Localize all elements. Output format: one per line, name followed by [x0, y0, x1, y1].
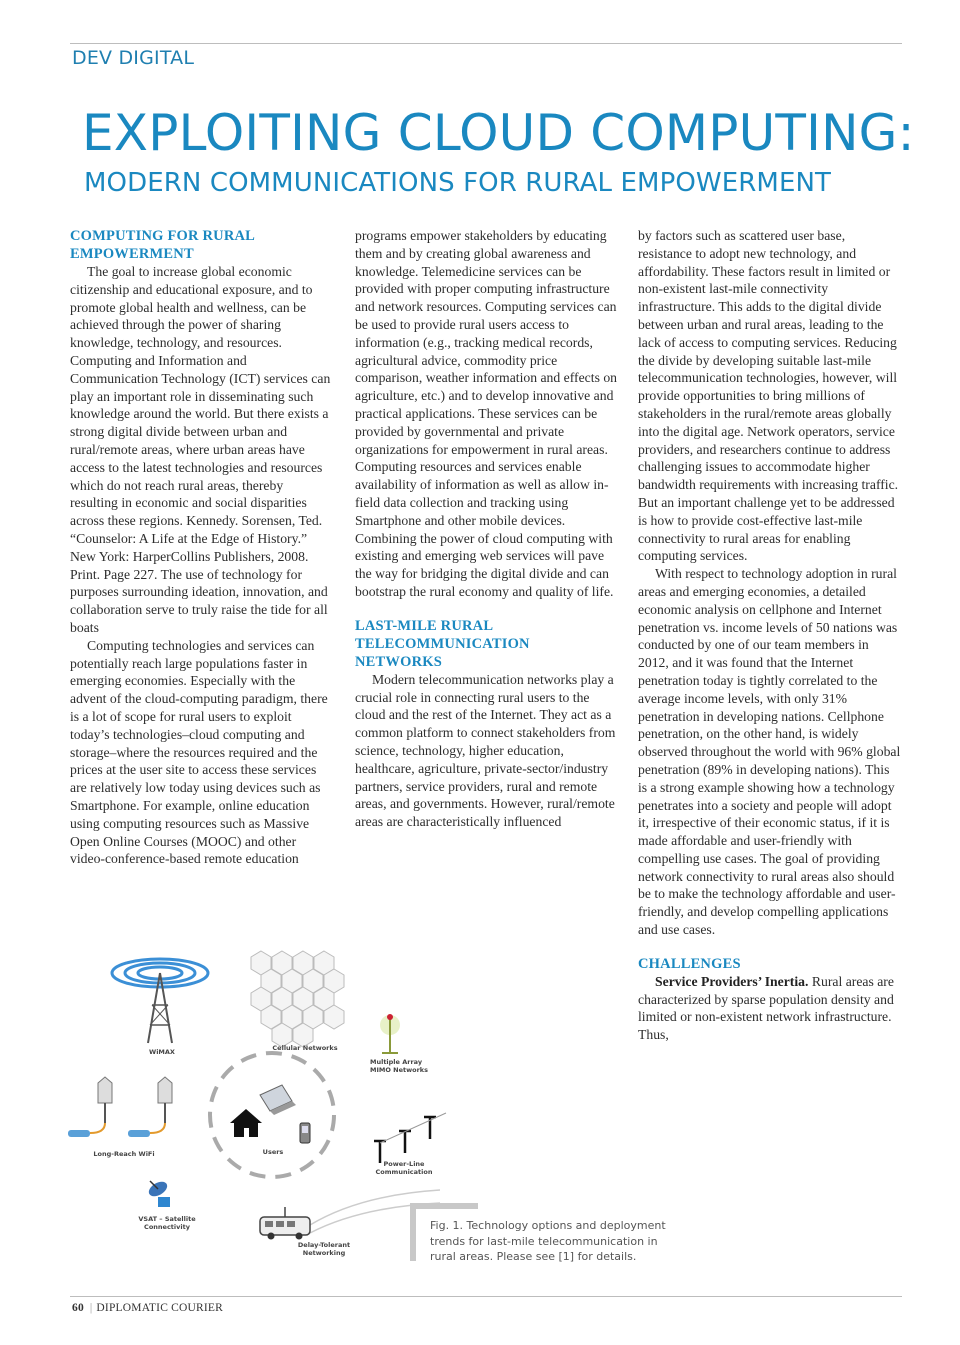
users-circle: [210, 1053, 334, 1177]
label-delay-tolerant: Delay-Tolerant Networking: [297, 1241, 351, 1257]
label-wimax: WiMAX: [149, 1048, 175, 1056]
heading-last-mile: [355, 617, 618, 671]
publication-name: DIPLOMATIC COURIER: [96, 1302, 224, 1314]
heading-computing-rural: [70, 227, 333, 263]
heading-line: TELECOMMUNICATION: [355, 635, 530, 652]
section-tag: DEV DIGITAL: [72, 47, 195, 69]
page-footer: [72, 1302, 223, 1314]
label-line: Multiple Array: [370, 1058, 423, 1066]
laptop-icon: [260, 1085, 296, 1115]
heading-line: EMPOWERMENT: [70, 246, 194, 262]
heading-line: COMPUTING FOR RURAL: [70, 228, 256, 244]
heading-challenges: CHALLENGES: [638, 955, 741, 972]
paragraph: The goal to increase global economic citizenship and educational exposure, and to promote global health and wellness, can be achieved through the power of sharing knowledge, technology, and resources. Computing and Information and Communication Technology (ICT) services can play an important role in disseminating such knowledge around the world. But there exists a strong digital divide between urban and rural/remote areas, where urban areas have access to the latest technologies and resources which do not reach rural areas, thereby resulting in economic and social disparities across these regions. Kennedy. Sorensen, Ted. “Counselor: A Life at the Edge of History.” New York: HarperCollins Publishers, 2008. Print. Page 227. The use of technology for purposes surrounding ideation, innovation, and collaboration serve to truly raise the tide for all boats: [70, 264, 331, 635]
label-vsat: [136, 1216, 198, 1231]
label-users: Users: [262, 1148, 284, 1156]
paragraph: Computing technologies and services can potentially reach large populations faster in emerging economies. Especially with the advent of the cloud-computing paradigm, there is a lot of scope for rural users to exploit today’s technologies–cloud computing and storage–where the resources required and the prices at the user site to access these services are relatively low today using devices such as Smartphone. For example, online education using computing resources such as Massive Open Online Courses (MOOC) and other video-conference-based remote education: [70, 637, 328, 867]
label-line: VSAT – Satellite: [138, 1215, 196, 1223]
label-mimo-networks: [370, 1059, 442, 1074]
page-number: 60: [72, 1302, 84, 1314]
heading-line: LAST-MILE RURAL: [355, 617, 494, 634]
label-long-reach-wifi: Long-Reach WiFi: [93, 1150, 155, 1158]
cellular-hexgrid-icon: [251, 951, 344, 1047]
column-3: [638, 227, 901, 1044]
wimax-tower-icon: [112, 959, 208, 1043]
power-line-icon: [374, 1113, 446, 1163]
paragraph: programs empower stakeholders by educating them and by creating global awareness and knowledge. Telemedicine services can be provided with proper computing infrastructure and network resources. Computing services can be used to provide rural users access to information (e.g., tracking medical records, agricultural advice, commodity price comparison, weather information and effects on agriculture, etc.) and to develop innovative and practical applications. These services can be provided by governmental and private organizations for empowerment in rural areas. Computing resources and services enable availability of information as well as allow in-field data collection and tracking using Smartphone and other mobile devices. Combining the power of cloud computing with existing and emerging web services will pave the way for bridging the digital divide and can bootstrap the rural economy and quality of life.: [355, 228, 618, 599]
paragraph-text: Rural areas are characterized by sparse population density and limited or non-existent network infrastructure. Thus,: [638, 973, 894, 1043]
technology-diagram: [60, 945, 460, 1265]
paragraph: [638, 973, 901, 1044]
paragraph: by factors such as scattered user base, resistance to adopt new technology, and affordability. These factors result in limited or non-existent last-mile connectivity infrastructure. This adds to the digital divide between urban and rural areas, leading to the lack of access to computing services. Reducing the divide by developing suitable last-mile telecommunication technologies, however, will provide opportunities to bring millions of stakeholders in the rural/remote areas globally into the digital age. Network operators, service providers, and researchers continue to address challenging issues to accommodate higher bandwidth requirements with increasing traffic. But an important challenge yet to be addressed is how to provide cost-effective last-mile connectivity to rural areas for enabling computing services.: [638, 228, 899, 564]
vsat-satellite-icon: [146, 1179, 170, 1207]
bottom-rule: [70, 1296, 902, 1297]
heading-line: NETWORKS: [355, 653, 443, 670]
house-icon: [230, 1109, 262, 1137]
figure-caption: Fig. 1. Technology options and deployment trends for last-mile telecommunication in rural areas. Please see [1] for details.: [430, 1219, 666, 1263]
label-line: MIMO Networks: [370, 1065, 428, 1074]
paragraph: Modern telecommunication networks play a crucial role in connecting rural users to the cloud and the rest of the Internet. They act as a common platform to connect stakeholders from science, technology, higher education, healthcare, agriculture, private-sector/industry partners, service providers, rural and remote areas, and governments. However, rural/remote areas are characteristically influenced: [355, 671, 616, 830]
label-cellular-networks: Cellular Networks: [272, 1044, 338, 1052]
label-line: Connectivity: [144, 1222, 190, 1231]
run-in-heading: Service Providers’ Inertia.: [655, 973, 809, 989]
top-rule: [70, 43, 902, 44]
column-1: [70, 227, 333, 868]
phone-icon: [300, 1123, 310, 1143]
article-subtitle: MODERN COMMUNICATIONS FOR RURAL EMPOWERMENT: [84, 168, 832, 198]
paragraph: With respect to technology adoption in rural areas and emerging economies, a detailed economic analysis on cellphone and Internet penetration vs. income levels of 50 nations was conducted by one of our team members in 2012, and it was found that the Internet penetration today is tightly correlated to the average income levels, with only 31% penetration in developing nations. Cellphone penetration, on the other hand, is widely observed throughout the world with 96% global penetration (89% in developing nations). This is a strong example showing how a technology penetrates into a society and people will adopt it, irrespective of their economic status, if it is made affordable and user-friendly with compelling use cases. The goal of providing network connectivity to rural areas also should be to make the technology affordable and user-friendly, and develop compelling applications and use cases.: [638, 566, 901, 938]
mimo-antenna-icon: [380, 1014, 400, 1053]
label-power-line: Power-Line Communication: [375, 1160, 433, 1176]
footer-separator: |: [89, 1302, 93, 1314]
technology-options-figure: [60, 945, 460, 1265]
column-2: [355, 227, 618, 831]
article-title: EXPLOITING CLOUD COMPUTING:: [82, 104, 915, 162]
long-reach-wifi-icon: [68, 1077, 172, 1137]
